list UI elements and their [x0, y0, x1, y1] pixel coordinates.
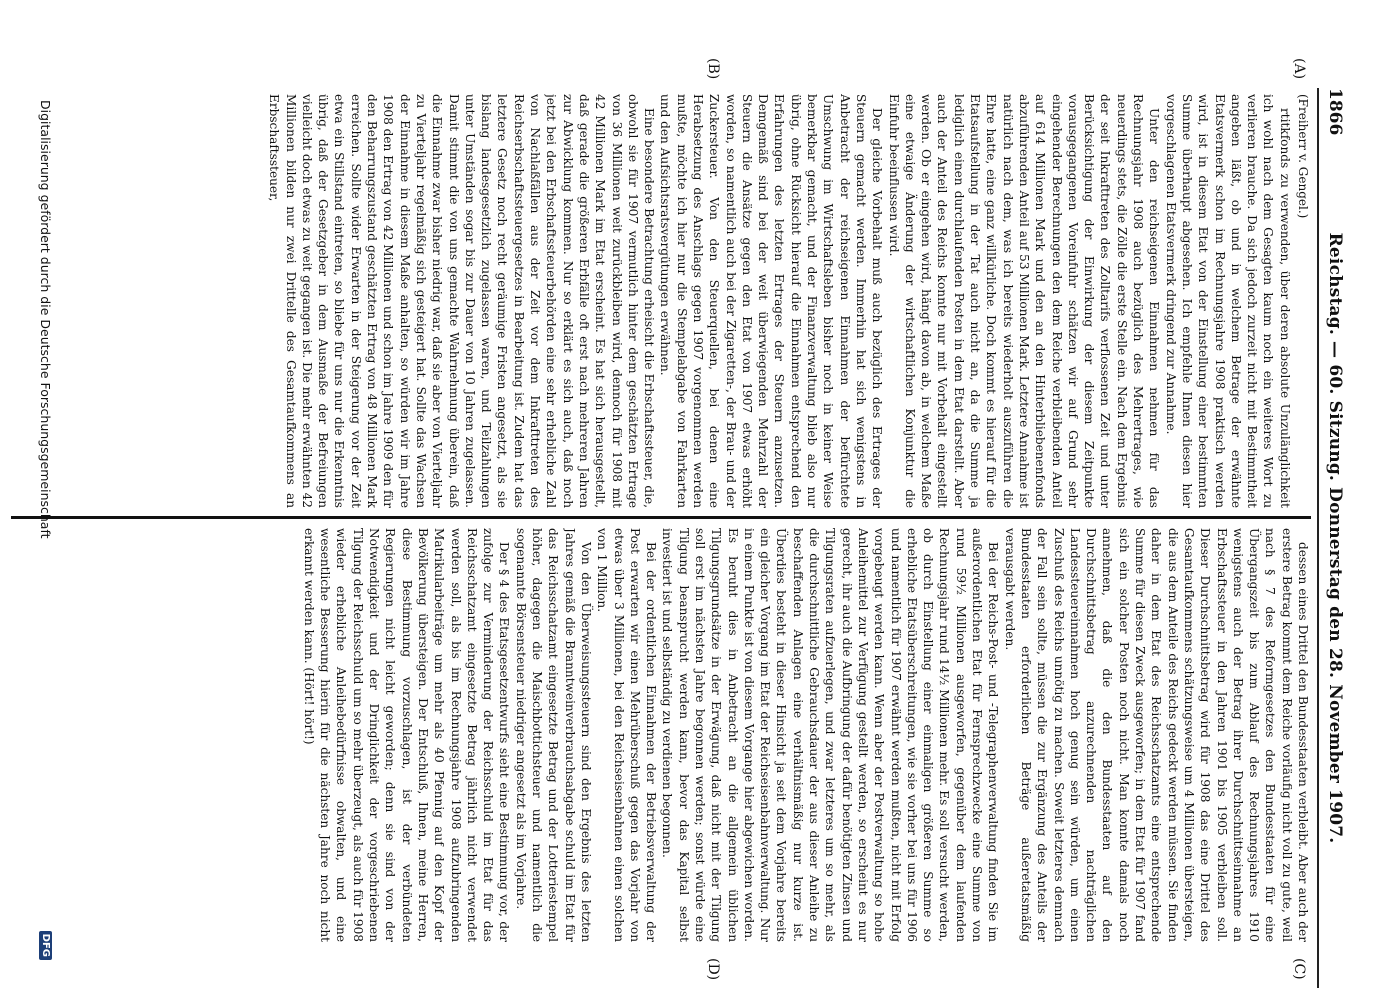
paragraph: Unter den reichseigenen Einnahmen nehmen für das Rechnungsjahr 1908 auch bezüglich des Mehrertrages, wie neuerdings stets, die Zölle die erste Stelle ein. Nach dem Ergebnis der seit Inkrafttreten des Zolltarifs verflossenen Zeit und unter Berücksichtigung der Einwirkung der diesem Zeitpunkte vorausgegangenen Voreinfuhr schätzen wir auf Grund sehr eingehender Berechnungen den dem Reiche verbleibenden Anteil auf 614 Millionen Mark und den an den Hinterbliebenenfonds abzuführenden Anteil auf 53 Millionen Mark. Letztere Annahme ist natürlich nach dem, was ich bereits wiederholt auszuführen die Ehre hatte, eine ganz willkürliche. Doch kommt es hierauf für die Etatsaufstellung in der Tat auch nicht an, da die Summe ja lediglich einen durchlaufenden Posten in dem Etat darstellt. Aber auch der Anteil des Reichs konnte nur mit Vorbehalt eingestellt werden. Ob er eingehen wird, hängt davon ab, in welchem Maße eine etwaige Änderung der wirtschaftlichen Konjunktur die Einfuhr beeinflussen wird. — [886, 94, 1162, 508]
paragraph: rtitkfonds zu verwenden, über deren absolute Unzulänglichkeit ich wohl nach dem Gesagten kaum noch ein weiteres Wort zu verlieren brauche. Da sich jedoch zurzeit nicht mit Bestimmtheit angeben läßt, ob und in welchem Betrage der erwähnte Etatsvermerk schon im Rechnungsjahre 1908 praktisch werden wird, ist in diesem Etat von der Einstellung einer bestimmten Summe überhaupt abgesehen. Ich empfehle Ihnen diesen hier vorgeschlagenen Etatsvermerk dringend zur Annahme. — [1163, 94, 1292, 508]
margin-letter-a: (A) — [1291, 58, 1307, 80]
dfg-logo: DFG — [39, 931, 52, 960]
paragraph: Bei der Reichs-Post- und -Telegraphenverwaltung finden Sie im außerordentlichen Etat für Fernsprechzwecke eine Summe von rund 59½ Millionen ausgeworfen, gegenüber dem laufenden Rechnungsjahr rund 14½ Millionen mehr. Es soll versucht werden, ob durch Einstellung einer einmaligen größeren Summe so erhebliche Etatsüberschreitungen, wie sie vorher bei uns für 1906 und namentlich für 1907 erwähnt werden mußten, nicht mit Erfolg vorgebeugt werden kann. Wenn aber der Postverwaltung so hohe Anleihemittel zur Verfügung gestellt werden, so erscheint es nur gerecht, ihr auch die Aufbringung der dafür benötigten Zinsen und Tilgungsraten aufzuerlegen, und zwar letzteres um so mehr, als die durchschnittliche Gebrauchsdauer der aus dieser Anleihe zu beschaffenden Anlagen eine verhältnismäßig nur kurze ist. Überdies besteht in dieser Hinsicht ja seit dem Vorjahre bereits ein gleicher Vorgang im Etat der Reichseisenbahnverwaltung. Nur in einem Punkte ist von diesem Vorgange hier abgewichen worden. Es beruht dies in Anbetracht an die allgemein üblichen Tilgungsgrundsätze in der Erwägung, daß nicht mit der Tilgung soll erst im nächsten Jahre begonnen werden; sonst würde eine Tilgung beansprucht werden kann, bevor das Kapital selbst investiert ist und selbständig zu verdienen begonnen. — [660, 528, 1001, 942]
paragraph: Von den Überweisungssteuern sind den Ergebnis des letzten Jahres gemäß die Branntweinverbrauchsabgabe schuld im Etat für das Reichsschatzamt eingesetzte Betrag und der Lotteriestempel höher, dagegen die Maischbottichsteuer und namentlich die sogenannte Börsensteuer niedriger angesetzt als im Vorjahre. — [513, 528, 593, 942]
paragraph: Bei der ordentlichen Einnahmen der Betriebsverwaltung der Post erwarten wir einen Mehrüberschuß gegen das Vorjahr von etwas über 3 Millionen, bei den Reichseisenbahnen einen solchen von 1 Million. — [595, 528, 659, 942]
column-divider — [11, 516, 1311, 519]
credit-text: Digitalisierung gefördert durch die Deutsche Forschungsgemeinschaft — [38, 100, 53, 539]
page-title: Reichstag. — 60. Sitzung. Donnerstag den 28. November 1907. — [1325, 232, 1345, 844]
running-head — [1323, 88, 1345, 988]
digitization-credit — [38, 100, 53, 960]
margin-letter-d: (D) — [705, 958, 721, 981]
margin-letter-b: (B) — [705, 58, 721, 80]
margin-letter-c: (C) — [1291, 958, 1307, 980]
paragraph: Der gleiche Vorbehalt muß auch bezüglich des Ertrages der Steuern gemacht werden. Immerhin hat sich wenigstens in Anbetracht der reichseigenen Einnahmen der befürchtete Umschwung im Wirtschaftsleben bisher noch in keiner Weise bemerkbar gemacht, und der Finanzverwaltung blieb also nur übrig, ohne Rücksicht hierauf die Einnahmen entsprechend den Erfahrungen des letzten Ertrages der Steuern anzusetzen. Demgemäß sind bei der weit überwiegenden Mehrzahl der Steuern die Ansätze gegen den Etat von 1907 etwas erhöht worden, so namentlich auch bei der Zigaretten-, der Brau- und der Zuckersteuer. Von den Steuerquellen, bei denen eine Herabsetzung des Anschlags gegen 1907 vorgenommen werden mußte, möchte ich hier nur die Stempelabgabe von Fahrkarten und den Aufsichtsratsvergütungen erwähnen. — [658, 94, 885, 508]
paragraph: Eine besondere Betrachtung erheischt die Erbschaftssteuer, die, obwohl sie für 1907 vermutlich hinter dem geschätzten Ertrage von 36 Millionen weit zurückbleiben wird, dennoch für 1908 mit 42 Millionen Mark im Etat erscheint. Es hat sich herausgestellt, daß gerade die größeren Erbfälle oft erst nach mehreren Jahren zur Abwicklung kommen. Nur so erklärt es sich auch, daß noch jetzt bei den Erbschaftssteuerbehörden eine sehr erhebliche Zahl von Nachlaßfällen aus der Zeit vor dem Inkrafttreten des Reichserbschaftssteuergesetzes in Bearbeitung ist. Zudem hat das letztere Gesetz noch recht geräumige Fristen angesetzt, als sie bislang landesgesetzlich zugelassen waren, und Teilzahlungen unter Umständen sogar bis zur Dauer von 10 Jahren zugelassen. Damit stimmt die von uns gemachte Wahrnehmung überein, daß die Einnahme zwar bisher niedrig war, daß sie aber von Vierteljahr zu Vierteljahr regelmäßig sich gesteigert hat. Sollte das Wachsen der Einnahme in diesem Maße anhalten, so würden wir im Jahre 1908 den Ertrag von 42 Millionen und schon im Jahre 1909 den für den Beharrungszustand geschätzten Ertrag von 48 Millionen Mark erreichen. Sollte wider Erwarten in der Steigerung vor der Zeit etwa ein Stillstand eintreten, so bliebe für uns nur die Erkenntnis übrig, daß der Gesetzgeber in dem Ausmaße der Befreiungen vielleicht doch etwas zu weit gegangen ist. Die mehr erwähnten 42 Millionen bilden nur zwei Drittelle des Gesamtaufkommens an Erbschaftssteuer, — [267, 94, 657, 508]
paragraph: dessen eines Drittel den Bundesstaaten verbleibt. Aber auch der erstere Betrag kommt dem Reiche vorläufig nicht voll zu gute, weil nach § 7 des Reformgesetzes den Bundesstaaten für eine Übergangszeit bis zum Ablauf des Rechnungsjahres 1910 wenigstens auch der Betrag ihrer Durchschnittseinnahme an Erbschaftssteuer in den Jahren 1901 bis 1905 verbleiben soll. Dieser Durchschnittsbetrag wird für 1908 das eine Drittel des Gesamtaufkommens schätzungsweise um 4 Millionen übersteigen, die aus dem Anteile des Reichs gedeckt werden müssen. Sie finden daher in dem Etat des Reichsschatzamts eine entsprechende Summe für diesen Zweck ausgeworfen; in dem Etat für 1907 fand sich ein solcher Posten noch nicht. Man konnte damals noch annehmen, daß die den Bundesstaaten auf den Durchschnittsbetrag anzurechnenden nachträglichen Landessteuereinnahmen hoch genug sein würden, um einen Zuschuß des Reichs unnötig zu machen. Soweit letzteres demnach der Fall sein sollte, müssen die zur Ergänzung des Anteils der Bundesstaaten erforderlichen Beträge außeretatsmäßig verausgabt werden. — [1002, 528, 1310, 942]
right-column — [71, 528, 1311, 942]
page-number: 1866 — [1325, 88, 1345, 136]
speaker-label: (Freiherr v. Gengel.) — [1296, 94, 1310, 219]
left-column — [71, 94, 1311, 508]
header-rule — [1317, 88, 1319, 988]
paragraph: Der § 4 des Etatsgesetzentwurfs sieht eine Bestimmung vor, der zufolge zur Verminderung der Reichsschuld im Etat für das Reichsschatzamt eingesetzte Betrag jährlich nicht verwendet werden soll, als bis im Rechnungsjahre 1908 aufzubringenden Matrikularbeiträge um mehr als 40 Pfennig auf den Kopf der Bevölkerung übersteigen. Der Entschluß, Ihnen, meine Herren, diese Bestimmung vorzuschlagen, ist der verbündeten Regierungen nicht leicht geworden; denn sie sind von der Notwendigkeit und der Dringlichkeit der vorgeschriebenen Tilgung der Reichsschuld um so mehr überzeugt, als auch für 1908 wieder erhebliche Anleihebedürfnisse obwalten, und eine wesentliche Besserung hierin für die nächsten Jahre noch nicht erkannt werden kann. (Hört! hört!) — [301, 528, 512, 942]
